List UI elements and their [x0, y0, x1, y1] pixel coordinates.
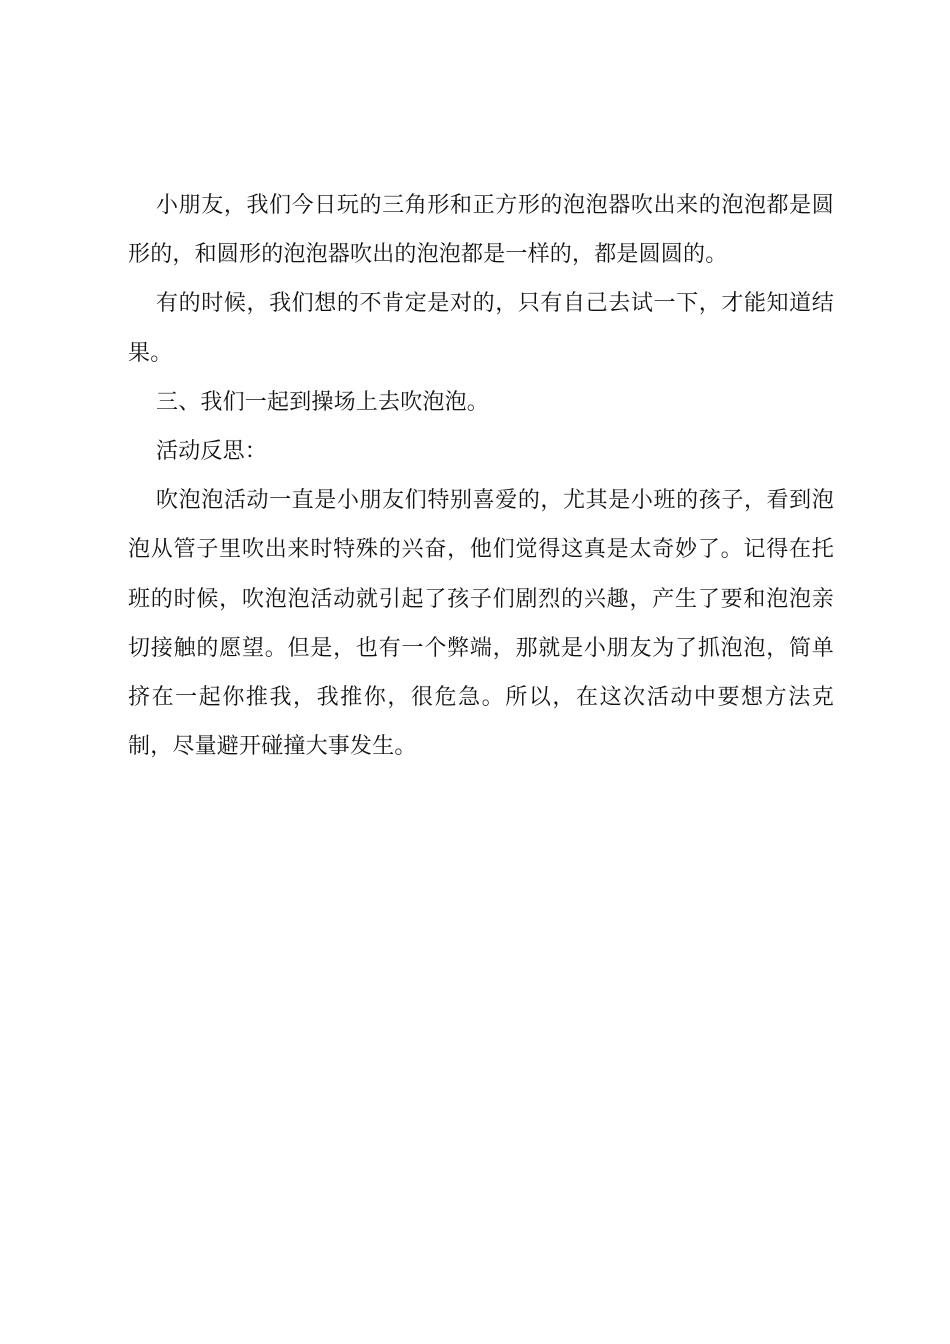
paragraph-lesson: 有的时候，我们想的不肯定是对的，只有自己去试一下，才能知道结果。 [128, 291, 834, 366]
section-heading-reflection: 活动反思： [156, 439, 268, 465]
paragraph-reflection: 吹泡泡活动一直是小朋友们特别喜爱的，尤其是小班的孩子，看到泡泡从管子里吹出来时特殊的兴奋，他们觉得这真是太奇妙了。记得在托班的时候，吹泡泡活动就引起了孩子们剧烈的兴趣，产生了要和泡泡亲切接触的愿望。但是，也有一个弊端，那就是小朋友为了抓泡泡，简单挤在一起你推我，我推你，很危急。所以，在这次活动中要想方法克制，尽量避开碰撞大事发生。 [128, 488, 834, 760]
paragraph-step-three: 三、我们一起到操场上去吹泡泡。 [156, 389, 490, 415]
paragraph-conclusion: 小朋友，我们今日玩的三角形和正方形的泡泡器吹出来的泡泡都是圆形的，和圆形的泡泡器吹出的泡泡都是一样的，都是圆圆的。 [128, 193, 834, 268]
document-page [128, 181, 834, 771]
